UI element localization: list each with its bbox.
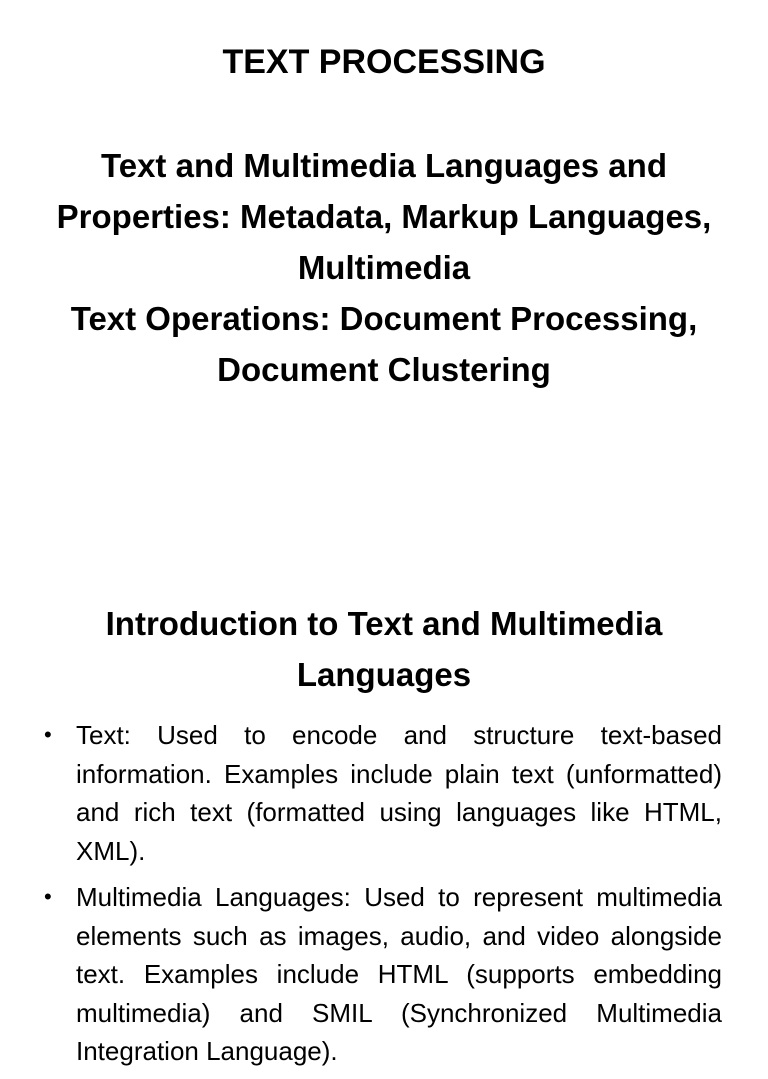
subtitle-line: Text and Multimedia Languages and Properties: Metadata, Markup Languages, Multimedia: [56, 147, 712, 286]
slide-title: Introduction to Text and Multimedia Languages: [105, 605, 663, 693]
list-item: [44, 716, 722, 870]
slide-title-page: [0, 0, 768, 520]
subtitle: [40, 140, 728, 395]
subtitle-line: Text Operations: Document Processing, Document Clustering: [70, 300, 698, 388]
slide-introduction: [0, 590, 768, 1066]
list-item: [44, 878, 722, 1071]
bullet-icon: •: [44, 884, 52, 909]
bullet-list: [44, 716, 722, 1079]
bullet-text: Text: Used to encode and structure text-based information. Examples include plain text (unformatted) and rich text (formatted using languages like HTML, XML).: [76, 720, 722, 866]
bullet-icon: •: [44, 722, 52, 747]
main-title: TEXT PROCESSING: [222, 43, 546, 81]
bullet-text: Multimedia Languages: Used to represent multimedia elements such as images, audio, and video alongside text. Examples include HTML (supports embedding multimedia) and SMIL (Synchronized Multimedia Integration Language).: [76, 882, 722, 1066]
